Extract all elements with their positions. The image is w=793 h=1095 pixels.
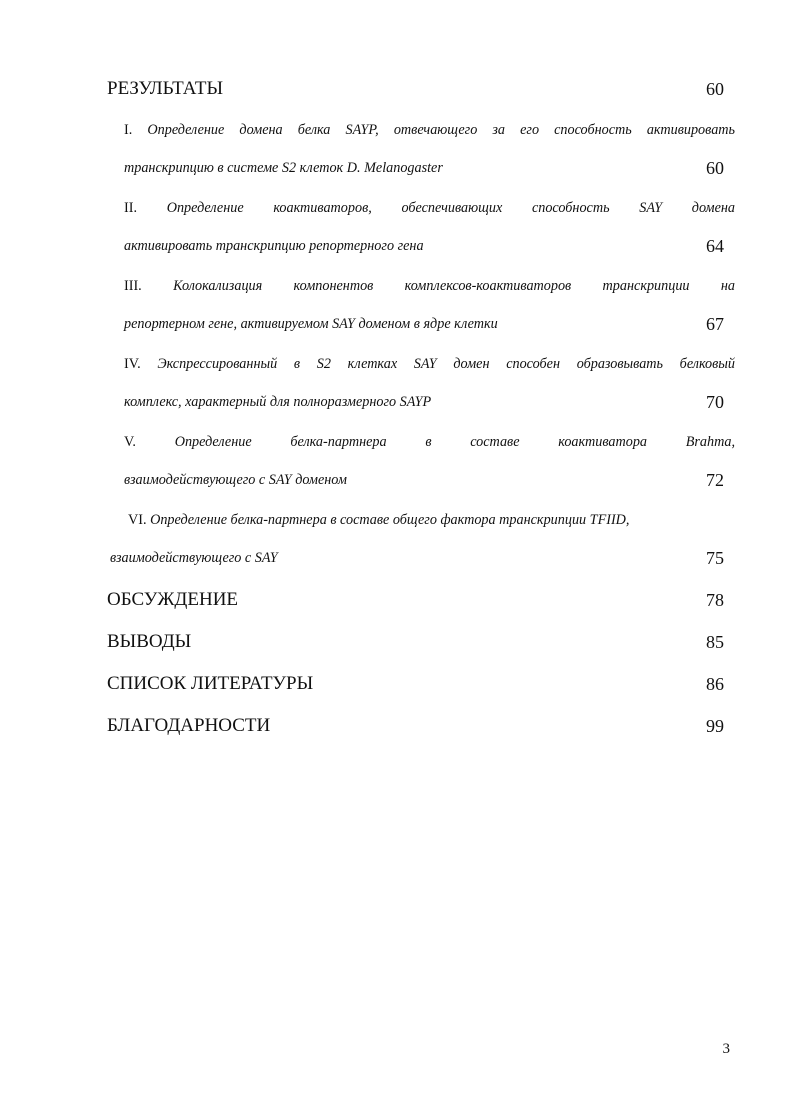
toc-heading-results: РЕЗУЛЬТАТЫ <box>107 78 224 99</box>
toc-section-5-number: V. <box>124 434 136 450</box>
toc-section-6-number: VI. <box>128 512 147 528</box>
toc-section-6-line1 <box>128 511 629 529</box>
toc-section-4-title: Экспрессированный в S2 клетках SAY домен способен образовывать белковый <box>157 356 735 372</box>
toc-section-1-number: I. <box>124 122 133 138</box>
toc-page-references: 86 <box>706 674 724 694</box>
toc-section-4-line2: комплекс, характерный для полноразмерного SAYP <box>124 394 432 410</box>
toc-section-5-title: Определение белка-партнера в составе коактиватора Brahma, <box>174 434 735 450</box>
toc-section-3-title: Колокализация компонентов комплексов-коактиваторов транскрипции на <box>173 278 735 294</box>
toc-page-section-2: 64 <box>706 236 724 256</box>
toc-page-section-1: 60 <box>706 158 724 178</box>
toc-page-section-6: 75 <box>706 548 724 568</box>
toc-section-1-line1 <box>124 121 735 139</box>
toc-page-section-5: 72 <box>706 470 724 490</box>
toc-heading-conclusions: ВЫВОДЫ <box>107 631 192 652</box>
toc-section-3-line1 <box>124 277 735 295</box>
toc-section-2-line1 <box>124 199 735 217</box>
toc-page-conclusions: 85 <box>706 632 724 652</box>
toc-section-2-number: II. <box>124 200 137 216</box>
toc-page-acknowledgements: 99 <box>706 716 724 736</box>
page-number: 3 <box>722 1041 730 1057</box>
toc-page-results: 60 <box>706 79 724 99</box>
toc-page-discussion: 78 <box>706 590 724 610</box>
toc-section-3-line2: репортерном гене, активируемом SAY доменом в ядре клетки <box>124 316 498 332</box>
toc-heading-acknowledgements: БЛАГОДАРНОСТИ <box>107 715 271 736</box>
toc-section-1-line2: транскрипцию в системе S2 клеток D. Melanogaster <box>124 160 443 176</box>
toc-section-2-line2: активировать транскрипцию репортерного гена <box>124 238 424 254</box>
toc-section-6-title: Определение белка-партнера в составе общего фактора транскрипции TFIID, <box>150 512 630 528</box>
toc-section-6-line2: взаимодействующего с SAY <box>110 550 278 566</box>
toc-heading-references: СПИСОК ЛИТЕРАТУРЫ <box>107 673 314 694</box>
toc-section-2-title: Определение коактиваторов, обеспечивающих способность SAY домена <box>166 200 735 216</box>
toc-section-3-number: III. <box>124 278 142 294</box>
toc-page-section-4: 70 <box>706 392 724 412</box>
toc-page-section-3: 67 <box>706 314 724 334</box>
toc-section-5-line2: взаимодействующего с SAY доменом <box>124 472 347 488</box>
toc-section-1-title: Определение домена белка SAYP, отвечающего за его способность активировать <box>147 122 735 138</box>
toc-section-4-number: IV. <box>124 356 141 372</box>
toc-section-5-line1 <box>124 433 735 451</box>
toc-section-4-line1 <box>124 355 735 373</box>
toc-heading-discussion: ОБСУЖДЕНИЕ <box>107 589 239 610</box>
